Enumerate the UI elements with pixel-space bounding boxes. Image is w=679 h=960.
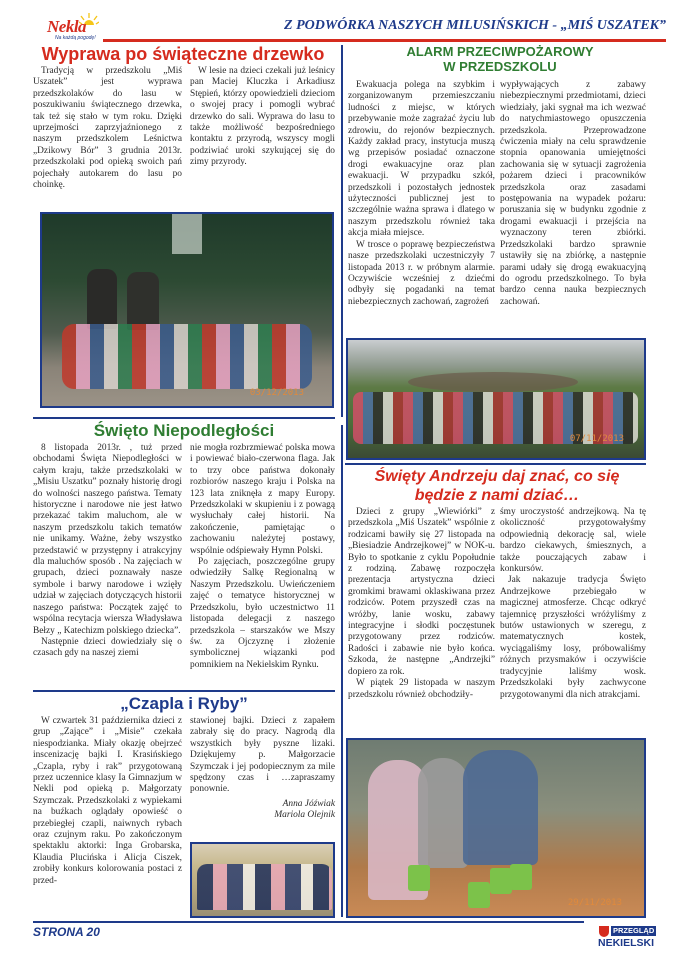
article-title-tree: Wyprawa po świąteczne drzewko xyxy=(41,44,325,64)
paragraph: wypływających z zabawy niebezpiecznymi przedmiotami, dzieci wiedziały, jaki sygnał ma ich wezwać do natychmiastowego opuszczenia przedszkola. Przeprowadzone ćwiczenia miały na celu sprawdzenie stopnia opanowania umiejętności zachowania się w sytuacji zagrożenia pożarem dzieci i pracowników przedszkola oraz zasadami postępowania na wypadek pożaru: poruszania się w budynku zgodnie z drogami ewakuacji i przejścia na wyznaczony teren zbiórki. Przedszkolaki bardzo sprawnie ustawiły się na zbiórkę, a następnie parami udały się drogą ewakuacyjną do ogrodu przedszkolnego. To była bardzo cenna nauka bezpiecznych zachowań. xyxy=(500,80,646,307)
paragraph: Następnie dzieci dowiedziały się o czasach gdy na naszej ziemi xyxy=(33,636,182,659)
article-alarm-col1 xyxy=(348,80,495,308)
article-tree-col1 xyxy=(33,66,182,191)
paragraph: W trosce o poprawę bezpieczeństwa nasze przedszkolaki uczestniczyły 7 listopada 2013 r. w próbnym alarmie. Oczywiście wcześniej z dziećmi odbyły się pogadanki na temat niebezpiecznych zachowań, zagrożeń xyxy=(348,239,495,307)
paragraph: W czwartek 31 października dzieci z grup „Zające” i „Misie” czekała niespodzianka. Miały okazję obejrzeć inscenizację bajki I. Krasińskiego „Czapla, ryby i rak” przygotowaną przez uczennice klasy Ia Gimnazjum w Nekli pod opieką p. Małgorzaty Szymczak. Przedszkolaki z wypiekami na buźkach oglądały opowieść o przebiegłej czapli, naiwnych rybach oraz czujnym raku. Po zakończonym spektaklu aktorki: Inga Grobarska, Klaudia Plucińska i Alicja Ciszek, zrobiły konkurs kolorowania postaci z przed- xyxy=(33,716,182,886)
nekla-logo xyxy=(33,13,113,45)
photo-fire-drill xyxy=(346,338,646,460)
brand-top: PRZEGLĄD xyxy=(613,926,655,935)
section-rule xyxy=(33,417,335,419)
photo-date-stamp: 07/11/2013 xyxy=(569,434,624,444)
paragraph: Tradycją w przedszkolu „Miś Uszatek” jest wyprawa przedszkolaków do lasu w poszukiwaniu świątecznego drzewka, tak też się stało w tym roku. Dzięki uprzejmości zaprzyjaźnionego z naszym przedszkolem Leśnictwa „Dzikowy Bór” 3 grudnia 2013r. przedszkolaki pod opieką swoich pań pojechały autokarem do lasu po choinkę. xyxy=(33,66,182,191)
article-andrzejki-col1 xyxy=(348,507,495,701)
article-independence-col2 xyxy=(190,443,335,671)
paragraph: Po zajęciach, poszczególne grupy odwiedziły Salkę Regionalną w Naszym Przedszkolu. Uwieńczeniem zajęć o tematyce historycznej w Przedszkolu, było uczestnictwo 11 listopada delegacji z naszego przedszkola – starszaków we Mszy św. za Ojczyznę i złożenie symbolicznej wiązanki pod pomnikiem na Nekielskim Rynku. xyxy=(190,557,335,670)
article-andrzejki-col2 xyxy=(500,507,646,701)
paragraph: stawionej bajki. Dzieci z zapałem zabrały się do pracy. Nagrodą dla wszystkich były pyszne lizaki. Dziękujemy p. Małgorzacie Szymczak i jej podopiecznym za mile spędzony czas i …zapraszamy ponownie. xyxy=(190,716,335,795)
section-rule xyxy=(345,463,646,465)
title-line: ALARM PRZECIWPOŻAROWY xyxy=(406,44,594,59)
shield-icon xyxy=(599,926,609,937)
page-number: STRONA 20 xyxy=(33,925,100,939)
author-name: Anna Jóźwiak xyxy=(282,798,335,809)
article-title-heron: „Czapla i Ryby” xyxy=(120,694,248,713)
paragraph: Ewakuacja polega na szybkim i zorganizowanym przemieszczaniu ludności z miejsc, w których przebywanie może zagrażać życiu lub zdrowiu, do rejonów bezpiecznych. Każdy zakład pracy, instytucja muszą wg przepisów posiadać oznaczone drogi ewakuacyjne oraz plan ewakuacji. W przypadku szkół, przedszkoli i pozostałych jednostek użyteczności publicznej jest to szczególnie ważna sprawa i dlatego w naszym przedszkolu również taka akcja miała miejsce. xyxy=(348,80,495,239)
footer-rule xyxy=(33,921,584,923)
signature-block xyxy=(190,799,335,822)
photo-heron-show xyxy=(190,842,335,918)
photo-date-stamp: 03/12/2013 xyxy=(249,388,304,398)
paragraph: Dzieci z grupy „Wiewiórki” z przedszkola „Miś Uszatek” wspólnie z rodzicami bawiły się 27 listopada na „Biesiadzie Andrzejkowej” w NOK-u. Było to spotkanie z cyklu Popołudnie z rodziną. Zabawę rozpoczęła prezentacja artystyczna dzieci gromkimi brawami oklaskiwana przez rodziców. Potem przyszedł czas na wróżby, lanie wosku, zabawy integracyjne i słodki poczęstunek przygotowany przez rodziców. Radości i zabawie nie było końca. Szkoda, że następne „Andrzejki” dopiero za rok. xyxy=(348,507,495,677)
article-title-alarm xyxy=(350,44,650,74)
photo-date-stamp: 29/11/2013 xyxy=(567,898,622,908)
paragraph: Jak nakazuje tradycja Święto Andrzejkowe przebiegało w magicznej atmosferze. Chcąc odkryć tajemnicę przyszłości wróżyliśmy z butów ustawionych w szeregu, z matematycznych kostek, wyciągaliśmy losy, próbowaliśmy różnych przysmaków i oczywiście tradycyjnie laliśmy wosk. Przedszkolaki były zachwycone przygotowanymi dla nich atrakcjami. xyxy=(500,575,646,700)
header-rule xyxy=(103,39,666,42)
section-title: Z PODWÓRKA NASZYCH MILUSIŃSKICH - „MIŚ USZATEK” xyxy=(284,18,666,33)
logo-tagline: Na każdą pogodę! xyxy=(55,35,96,41)
photo-forest-trip xyxy=(40,212,334,408)
article-tree-col2 xyxy=(190,66,335,169)
column-divider xyxy=(341,45,343,417)
logo-wordmark: Nekla xyxy=(47,17,87,36)
photo-andrzejki xyxy=(346,738,646,918)
article-heron-col2 xyxy=(190,716,335,822)
article-heron-col1 xyxy=(33,716,182,887)
column-divider xyxy=(341,425,343,917)
article-title-andrzejki: Święty Andrzeju daj znać, co się będzie z nami dziać… xyxy=(374,468,620,504)
paragraph: nie mogła rozbrzmiewać polska mowa i powiewać biało-czerwona flaga. Jak to trzy obce państwa dokonały rozbiorów naszego kraju i Polska na 123 lata zniknęła z mapy Europy. Przedszkolaki w skupieniu i z powagą wysłuchały całej historii. Na zakończenie, pamiętając o zachowaniu należytej postawy, wspólnie odśpiewały Hymn Polski. xyxy=(190,443,335,556)
paragraph: śmy uroczystość andrzejkową. Na tę okoliczność przygotowałyśmy odpowiednią dekorację sal, wiele bardzo ciekawych, śmiesznych, a także pouczających zabaw i konkursów. xyxy=(500,507,646,575)
article-independence-col1 xyxy=(33,443,182,660)
paragraph: W lesie na dzieci czekali już leśnicy pan Maciej Kluczka i Arkadiusz Stępień, którzy opowiedzieli dzieciom o swojej pracy i pomogli wybrać drzewko do sali. Wyprawa do lasu to także możliwość bezpośredniego kontaktu z przyrodą, wszyscy mogli podziwiać uroki szykującej się do zimy przyrody. xyxy=(190,66,335,168)
article-alarm-col2 xyxy=(500,80,646,308)
section-rule xyxy=(33,690,335,692)
article-title-independence: Święto Niepodległości xyxy=(93,421,275,440)
author-name: Mariola Olejnik xyxy=(274,810,335,821)
przeglad-nekielski-logo xyxy=(597,926,657,956)
brand-bottom: NEKIELSKI xyxy=(598,937,655,949)
paragraph: W piątek 29 listopada w naszym przedszkolu również obchodziły- xyxy=(348,678,495,700)
title-line: W PRZEDSZKOLU xyxy=(443,59,557,74)
paragraph: 8 listopada 2013r. , tuż przed obchodami Święta Niepodległości w całym kraju, także przedszkolaki w „Misiu Uszatku” poznały historię drogi do wolności naszego państwa. Tematy historyczne i narodowe nie jest łatwo przekazać takim maluchom, ale w naszym przedszkolu takich tematów nie unikamy. Ważne, żeby wszystko przedstawić w przystępny i atrakcyjny dla maluchów sposób . Na zajęciach w grupach, dzieci poznawały nasze symbole i barwy narodowe i wzięły udział w zajęciach dotyczących historii naszego państwa: Początek zajęć to wspólna recytacja wiersza Władysława Bełzy „ Katechizm polskiego dziecka”. xyxy=(33,443,182,636)
